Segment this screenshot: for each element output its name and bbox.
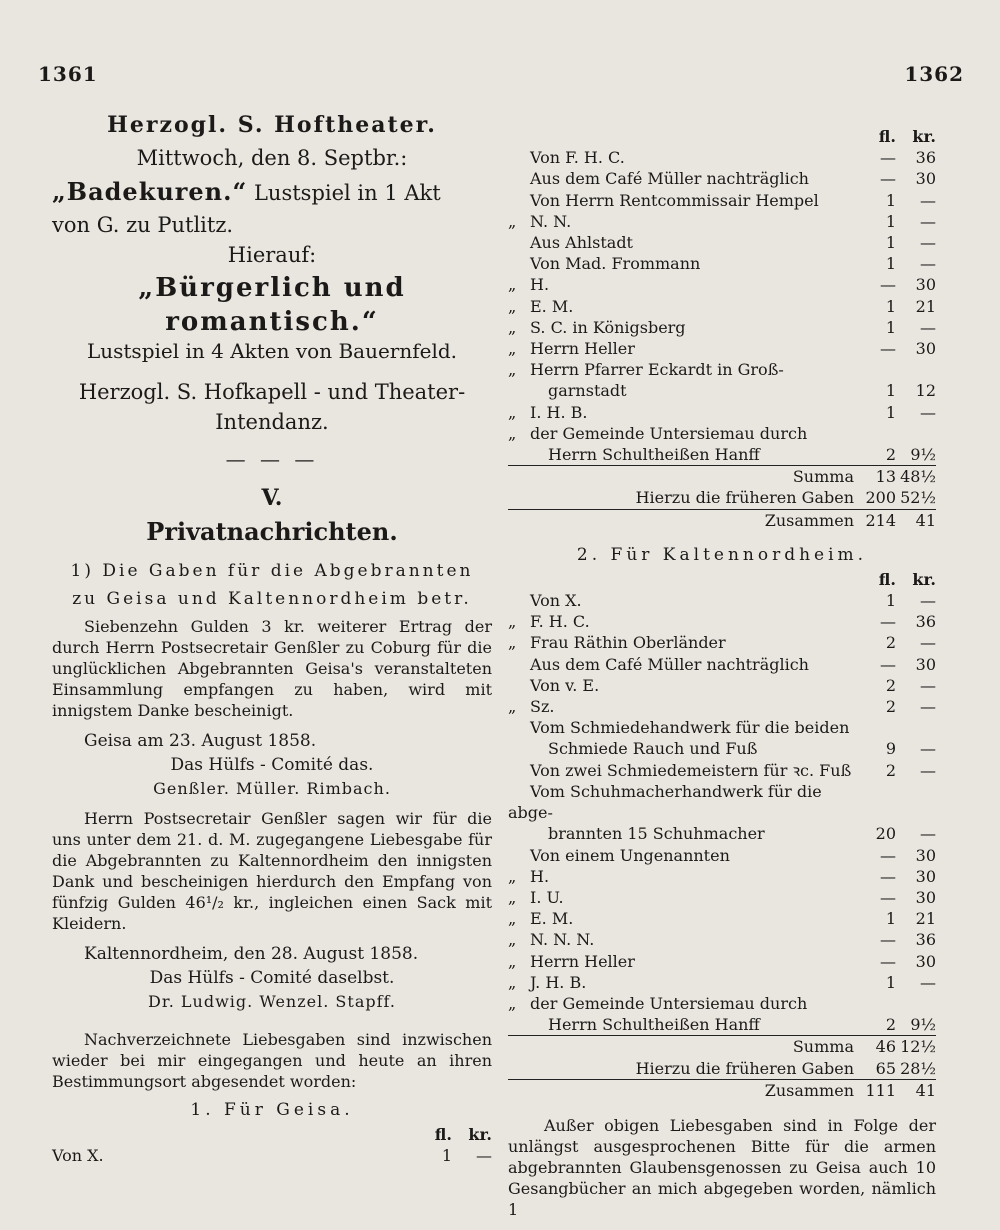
comite-2: Das Hülfs - Comité daselbst. — [149, 968, 395, 988]
frueher-kr: 28½ — [900, 1058, 936, 1078]
entry-fl: 2 — [885, 697, 896, 717]
ditto-mark: „ — [508, 866, 517, 886]
entry-fl: 1 — [885, 190, 896, 210]
table-row — [508, 147, 936, 168]
entry-text: Von v. E. — [530, 675, 600, 695]
place-date-1: Geisa am 23. August 1858. — [84, 731, 317, 751]
entry-text: Frau Räthin Oberländer — [530, 633, 726, 653]
frueher-label: Hierzu die früheren Gaben — [635, 1058, 854, 1078]
entry-text: S. C. in Königsberg — [530, 317, 686, 337]
entry-desc — [508, 590, 862, 611]
table-row — [508, 402, 936, 423]
entry-kr: 21 — [915, 909, 936, 929]
entry-fl: 1 — [885, 972, 896, 992]
table2-summa-row — [508, 1036, 936, 1058]
summa-fl: 46 — [862, 1036, 896, 1058]
entry-kr — [896, 359, 936, 380]
place-date-2: Kaltennordheim, den 28. August 1858. — [84, 944, 419, 964]
entry-text: der Gemeinde Untersiemau durch — [530, 423, 808, 443]
intendanz-signature — [52, 377, 492, 437]
entry-desc — [508, 908, 862, 929]
table-row — [508, 338, 936, 359]
entry-desc — [508, 211, 862, 232]
ditto-mark: „ — [508, 211, 517, 231]
ditto-mark: „ — [508, 909, 517, 929]
closing-paragraph: Außer obigen Liebesgaben sind in Folge der unlängst ausgesprochenen Bitte für die armen abgebrannten Glaubensgenossen zu Geisa auch 10 Gesangbücher an mich abgegeben worden, nämlich 1 — [508, 1115, 936, 1219]
entry-desc — [508, 654, 862, 675]
entry-text: I. U. — [530, 887, 564, 907]
table2-total-row — [508, 1079, 936, 1101]
entry-text: Aus dem Café Müller nachträglich — [530, 654, 809, 674]
table2-frueher-row — [508, 1058, 936, 1080]
entry-kr: 30 — [915, 845, 936, 865]
entry-text: Von F. H. C. — [530, 148, 625, 168]
entry-desc — [508, 359, 862, 380]
page-number-right: 1362 — [904, 62, 964, 86]
entry-desc — [508, 929, 862, 950]
entry-kr: 30 — [915, 951, 936, 971]
entry-kr — [896, 717, 936, 738]
entry-text: Herrn Pfarrer Eckardt in Groß- — [530, 360, 784, 380]
summa-label: Summa — [508, 466, 862, 488]
ditto-mark: „ — [508, 951, 517, 971]
entry-desc — [508, 781, 862, 823]
ditto-mark: „ — [508, 972, 517, 992]
entry-text: Von einem Ungenannten — [530, 845, 730, 865]
entry-fl: 20 — [875, 824, 896, 844]
page-number-left: 1361 — [38, 62, 98, 86]
ditto-mark: „ — [508, 930, 517, 950]
entry-kr: 9½ — [910, 1015, 936, 1035]
entry-desc — [508, 147, 862, 168]
entry-kr — [896, 993, 936, 1014]
table1-total-row — [508, 509, 936, 531]
entry-text: Von Herrn Rentcommissair Hempel — [530, 190, 819, 210]
entry-text: E. M. — [530, 296, 574, 316]
article-paragraph-1: Siebenzehn Gulden 3 kr. weiterer Ertrag der durch Herrn Postsecretair Genßler zu Coburg für die unglücklichen Abgebrannten Geisa's veranstalteten Einsammlung empfangen zu haben, wird mit innigstem Danke bescheinigt. — [52, 617, 492, 720]
table-row — [508, 296, 936, 317]
entry-text: Herrn Schultheißen Hanff — [548, 445, 760, 465]
total-label: Zusammen — [508, 1079, 862, 1101]
ditto-mark: „ — [508, 339, 517, 359]
entry-desc — [508, 232, 862, 253]
entry-fl: — — [880, 612, 896, 632]
entry-desc — [508, 866, 862, 887]
ditto-mark: „ — [508, 360, 517, 380]
table-row — [508, 423, 936, 444]
table-row — [508, 887, 936, 908]
entry-kr: — — [920, 402, 936, 422]
ditto-mark: „ — [508, 612, 517, 632]
article-paragraph-2: Herrn Postsecretair Genßler sagen wir für die uns unter dem 21. d. M. zugegangene Liebesgabe für die Abgebrannten zu Kaltennordheim den innigsten Dank und bescheinigen hierdurch den Empfang von fünfzig Gulden 46¹/₂ kr., ingleichen einen Sack mit Kleidern. — [52, 809, 492, 933]
list-kaltennordheim-heading: 2. Für Kaltennordheim. — [576, 544, 868, 565]
entry-text: E. M. — [530, 909, 574, 929]
play1-author: von G. zu Putlitz. — [52, 213, 234, 237]
table-row — [508, 845, 936, 866]
entry-kr: — — [920, 739, 936, 759]
list-item — [52, 1145, 492, 1166]
entry-desc — [508, 444, 862, 466]
ditto-mark: „ — [508, 993, 517, 1013]
table-row — [508, 1014, 936, 1036]
table-row — [508, 253, 936, 274]
table-row — [508, 380, 936, 401]
entry-fl — [862, 423, 896, 444]
article-title-line1: 1) Die Gaben für die Abgebrannten — [70, 561, 474, 581]
ditto-mark: „ — [508, 275, 517, 295]
entry-text: Sz. — [530, 697, 555, 717]
geisa-donations-table — [508, 126, 936, 531]
geisa-list-header — [52, 1124, 492, 1145]
table-row — [508, 993, 936, 1014]
entry-text: Vom Schuhmacherhandwerk für die abge- — [508, 781, 822, 823]
entry-text: Aus Ahlstadt — [530, 233, 633, 253]
ditto-mark: „ — [508, 633, 517, 653]
left-column — [52, 112, 492, 1166]
table-row — [508, 760, 936, 781]
frueher-fl: 65 — [875, 1058, 896, 1078]
entry-desc — [508, 423, 862, 444]
entry-fl: 2 — [885, 1015, 896, 1035]
section-title: Privatnachrichten. — [146, 517, 398, 546]
summa-label: Summa — [508, 1036, 862, 1058]
comite-1: Das Hülfs - Comité das. — [170, 755, 374, 775]
play1-title: „Badekuren.“ — [52, 177, 248, 206]
frueher-kr: 52½ — [900, 488, 936, 508]
section-number: V. — [261, 485, 283, 511]
entry-fl: 1 — [885, 317, 896, 337]
article-title-line2: zu Geisa und Kaltennordheim betr. — [72, 589, 472, 609]
ditto-mark: „ — [508, 317, 517, 337]
entry-fl: — — [880, 169, 896, 189]
entry-desc — [508, 696, 862, 717]
ditto-mark: „ — [508, 697, 517, 717]
table-row — [508, 717, 936, 738]
entry-desc — [508, 951, 862, 972]
entry-kr — [896, 781, 936, 823]
entry-kr: 36 — [915, 930, 936, 950]
entry-kr: 21 — [915, 296, 936, 316]
entry-text: H. — [530, 275, 550, 295]
table-row — [508, 738, 936, 759]
entry-fl: — — [880, 148, 896, 168]
entry-text: I. H. B. — [530, 402, 588, 422]
table-row — [508, 444, 936, 466]
geisa-list-start — [52, 1124, 492, 1166]
entry-fl: 2 — [885, 675, 896, 695]
play1-line1 — [52, 176, 492, 209]
entry-desc — [508, 402, 862, 423]
entry-desc — [508, 317, 862, 338]
table1-summa-row — [508, 466, 936, 488]
entry-fl — [862, 717, 896, 738]
entry-desc — [508, 611, 862, 632]
entry-text: Von zwei Schmiedemeistern für ꝛc. Fuß — [530, 760, 852, 780]
entry-fl: — — [880, 654, 896, 674]
total-kr: 41 — [896, 509, 936, 531]
section-divider: — — — — [225, 447, 319, 471]
frueher-label: Hierzu die früheren Gaben — [635, 488, 854, 508]
entry-desc — [508, 632, 862, 653]
summa-fl: 13 — [862, 466, 896, 488]
entry-fl: 1 — [885, 591, 896, 611]
header-fl: fl. — [434, 1125, 452, 1144]
entry-text: J. H. B. — [530, 972, 587, 992]
entry-text: Herrn Heller — [530, 951, 635, 971]
entry-kr: — — [920, 211, 936, 231]
entry-fl: — — [880, 930, 896, 950]
intendanz-line2: Intendanz. — [215, 410, 329, 434]
table-row — [508, 232, 936, 253]
entry-text: Schmiede Rauch und Fuß — [548, 739, 758, 759]
entry-desc — [508, 972, 862, 993]
table-row — [508, 972, 936, 993]
ditto-mark: „ — [508, 423, 517, 443]
entry-desc — [508, 168, 862, 189]
header-kr: kr. — [468, 1125, 492, 1144]
table2-header-kr: kr. — [912, 569, 936, 589]
entry-kr: — — [920, 760, 936, 780]
article-paragraph-3: Nachverzeichnete Liebesgaben sind inzwischen wieder bei mir eingegangen und heute an ihren Bestimmungsort abgesendet worden: — [52, 1030, 492, 1091]
total-label: Zusammen — [508, 509, 862, 531]
table-row — [508, 317, 936, 338]
right-column — [508, 126, 936, 1220]
entry-text: Vom Schmiedehandwerk für die beiden — [530, 718, 850, 738]
table-row — [508, 168, 936, 189]
entry-kr: — — [920, 633, 936, 653]
table1-header-fl: fl. — [878, 127, 896, 146]
ditto-mark: „ — [508, 402, 517, 422]
entry-fl: 1 — [885, 254, 896, 274]
table2-header-fl: fl. — [878, 569, 896, 589]
table-row — [508, 590, 936, 611]
play2-subtitle: Lustspiel in 4 Akten von Bauernfeld. — [86, 339, 458, 363]
entry-fl: — — [880, 845, 896, 865]
play1-genre: Lustspiel in 1 Akt — [253, 181, 441, 205]
entry-kr: — — [920, 317, 936, 337]
entry-text: Herrn Schultheißen Hanff — [548, 1015, 760, 1035]
table-row — [508, 823, 936, 844]
entry-kr: 9½ — [910, 445, 936, 465]
entry-fl — [862, 993, 896, 1014]
summa-kr: 48½ — [896, 466, 936, 488]
entry-text: brannten 15 Schuhmacher — [548, 824, 765, 844]
entry-kr: — — [920, 972, 936, 992]
entry-text: H. — [530, 866, 550, 886]
entry-desc — [508, 993, 862, 1014]
entry-fl: 1 — [885, 909, 896, 929]
table-row — [508, 781, 936, 823]
entry-kr: 30 — [915, 339, 936, 359]
entry-fl — [862, 781, 896, 823]
summa-kr: 12½ — [896, 1036, 936, 1058]
entry-desc: Von X. — [52, 1146, 104, 1166]
entry-kr — [896, 423, 936, 444]
entry-fl: 1 — [885, 296, 896, 316]
ditto-mark: „ — [508, 887, 517, 907]
entry-kr: 30 — [915, 275, 936, 295]
table-row — [508, 654, 936, 675]
entry-desc — [508, 296, 862, 317]
entry-fl: — — [880, 951, 896, 971]
entry-desc — [508, 274, 862, 295]
entry-fl: — — [880, 339, 896, 359]
entry-desc — [508, 760, 862, 781]
entry-text: Herrn Heller — [530, 339, 635, 359]
entry-text: garnstadt — [548, 381, 627, 401]
table1-frueher-row — [508, 487, 936, 509]
table-row — [508, 908, 936, 929]
entry-fl: 1 — [885, 381, 896, 401]
entry-fl: 2 — [885, 760, 896, 780]
entry-kr: — — [920, 697, 936, 717]
entry-desc — [508, 380, 862, 401]
entry-kr: — — [920, 254, 936, 274]
entry-text: N. N. — [530, 211, 572, 231]
entry-kr: 30 — [915, 169, 936, 189]
entry-kr: 36 — [915, 148, 936, 168]
performance-date: Mittwoch, den 8. Septbr.: — [136, 146, 408, 170]
entry-kr: — — [920, 591, 936, 611]
entry-fl — [862, 359, 896, 380]
table-row — [508, 675, 936, 696]
entry-kr: — — [920, 675, 936, 695]
table-row — [508, 611, 936, 632]
entry-fl: 2 — [885, 633, 896, 653]
entry-kr: 30 — [915, 887, 936, 907]
entry-desc — [508, 338, 862, 359]
entry-fl: 2 — [885, 445, 896, 465]
total-kr: 41 — [896, 1079, 936, 1101]
entry-kr: — — [920, 233, 936, 253]
entry-fl: — — [880, 887, 896, 907]
kaltennordheim-donations-table — [508, 569, 936, 1101]
entry-desc — [508, 717, 862, 738]
entry-kr: — — [920, 190, 936, 210]
entry-text: F. H. C. — [530, 612, 590, 632]
entry-text: der Gemeinde Untersiemau durch — [530, 993, 808, 1013]
table1-header — [508, 126, 936, 147]
theater-heading: Herzogl. S. Hoftheater. — [107, 112, 437, 138]
entry-desc — [508, 190, 862, 211]
entry-kr: 12 — [915, 381, 936, 401]
play2-title: „Bürgerlich und romantisch.“ — [138, 273, 406, 337]
entry-fl: — — [880, 275, 896, 295]
table-row — [508, 632, 936, 653]
entry-kr: 36 — [915, 612, 936, 632]
table-row — [508, 696, 936, 717]
table-row — [508, 190, 936, 211]
table-row — [508, 359, 936, 380]
table2-header — [508, 569, 936, 590]
signatories-1: Genßler. Müller. Rimbach. — [153, 779, 391, 798]
entry-desc — [508, 845, 862, 866]
entry-fl: 1 — [441, 1146, 452, 1166]
list-geisa-heading: 1. Für Geisa. — [190, 1100, 354, 1120]
entry-text: N. N. N. — [530, 930, 595, 950]
entry-text: Aus dem Café Müller nachträglich — [530, 169, 809, 189]
entry-kr: 30 — [915, 654, 936, 674]
table-row — [508, 929, 936, 950]
entry-text: Von Mad. Frommann — [530, 254, 701, 274]
entry-desc — [508, 253, 862, 274]
entry-desc — [508, 887, 862, 908]
entry-fl: 1 — [885, 402, 896, 422]
total-fl: 111 — [862, 1079, 896, 1101]
entry-kr: 30 — [915, 866, 936, 886]
table-row — [508, 211, 936, 232]
table-row — [508, 951, 936, 972]
total-fl: 214 — [862, 509, 896, 531]
entry-desc — [508, 738, 862, 759]
entry-fl: — — [880, 866, 896, 886]
table-row — [508, 274, 936, 295]
signatories-2: Dr. Ludwig. Wenzel. Stapff. — [148, 992, 396, 1011]
entry-text: Von X. — [530, 591, 582, 611]
hierauf-label: Hierauf: — [227, 243, 317, 267]
entry-kr: — — [476, 1146, 492, 1166]
table-row — [508, 866, 936, 887]
ditto-mark: „ — [508, 296, 517, 316]
table1-header-kr: kr. — [912, 127, 936, 146]
entry-desc — [508, 675, 862, 696]
entry-fl: 1 — [885, 233, 896, 253]
intendanz-line1: Herzogl. S. Hofkapell - und Theater- — [78, 380, 466, 404]
entry-desc — [508, 823, 862, 844]
entry-desc — [508, 1014, 862, 1036]
frueher-fl: 200 — [865, 488, 896, 508]
entry-kr: — — [920, 824, 936, 844]
entry-fl: 1 — [885, 211, 896, 231]
entry-fl: 9 — [885, 739, 896, 759]
